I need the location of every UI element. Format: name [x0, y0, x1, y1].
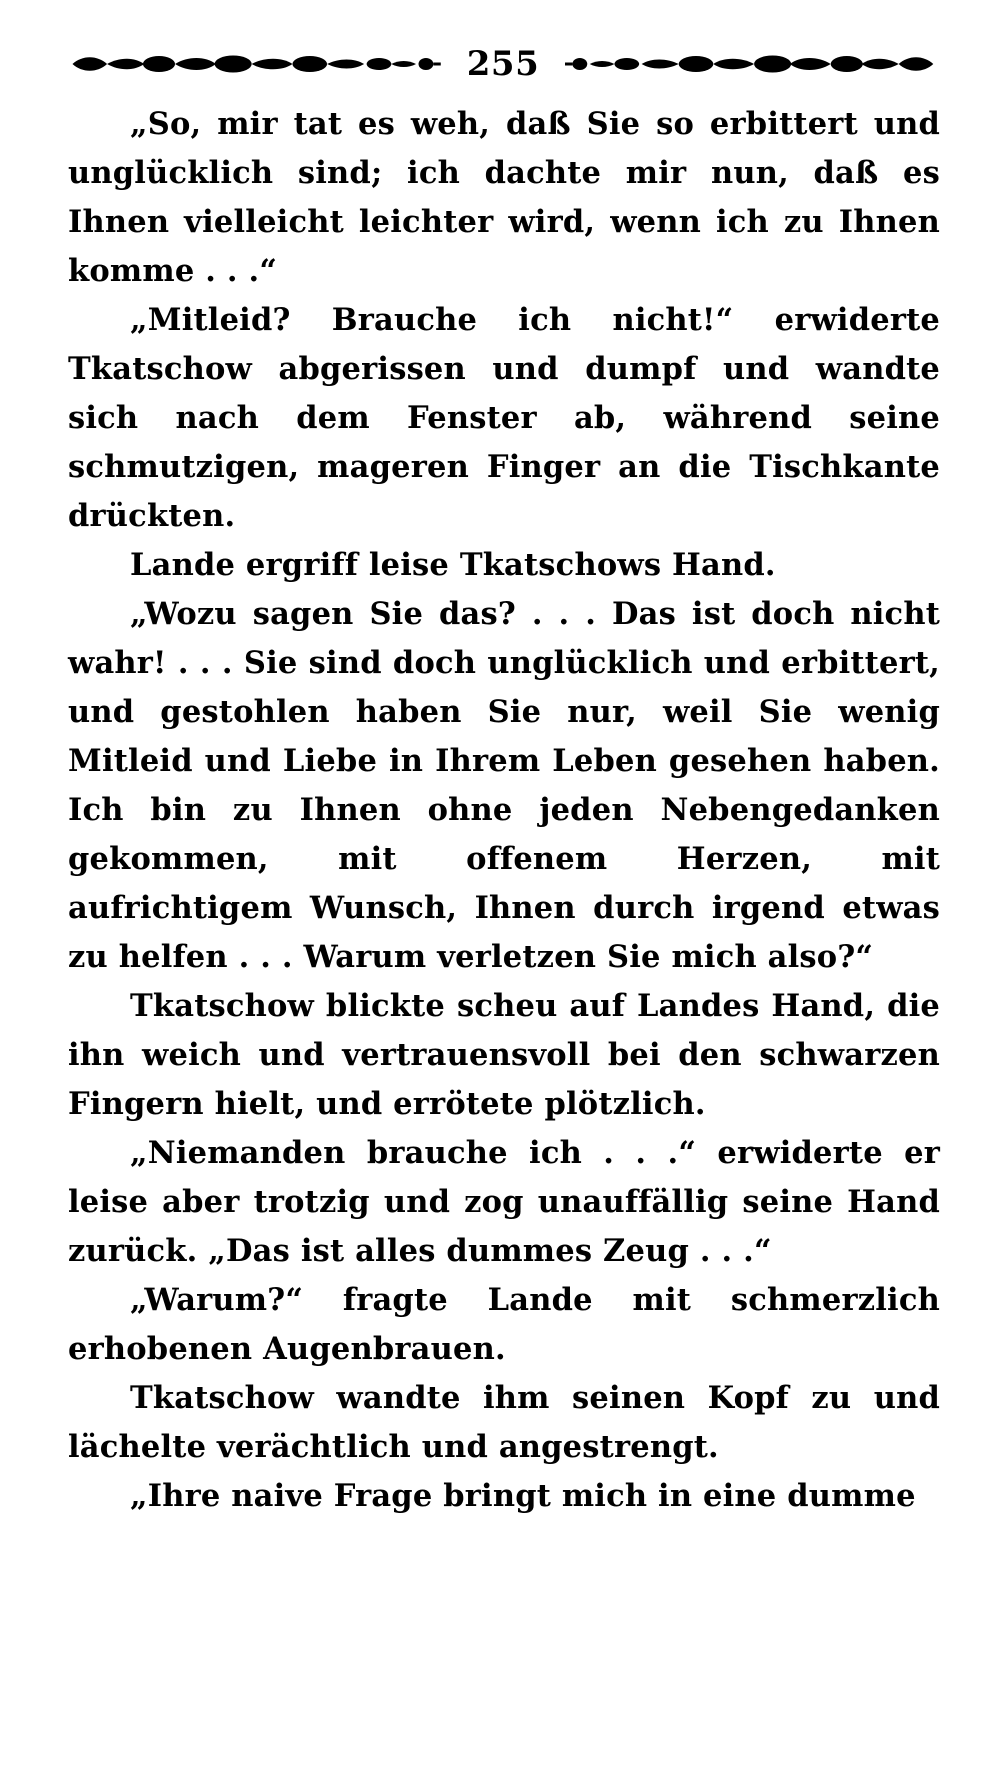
floral-rule-ornament-right: [565, 51, 936, 77]
paragraph: „So, mir tat es weh, daß Sie so erbittert und unglücklich sind; ich dachte mir nun, daß es Ihnen vielleicht leichter wird, wenn ich zu Ihnen komme . . .“: [68, 106, 940, 289]
page-body: [68, 100, 940, 1521]
page-number: 255: [466, 44, 540, 84]
page-header: [70, 42, 936, 86]
paragraph: „Ihre naive Frage bringt mich in eine dumme: [130, 1478, 916, 1514]
floral-rule-ornament-left: [70, 51, 441, 77]
paragraph: „Niemanden brauche ich . . .“ erwiderte er leise aber trotzig und zog unauffällig seine Hand zurück. „Das ist alles dummes Zeug . . .“: [68, 1135, 940, 1269]
paragraph: „Warum?“ fragte Lande mit schmerzlich erhobenen Augenbrauen.: [68, 1282, 940, 1367]
paragraph: „Wozu sagen Sie das? . . . Das ist doch nicht wahr! . . . Sie sind doch unglücklich und erbittert, und gestohlen haben Sie nur, weil Sie wenig Mitleid und Liebe in Ihrem Leben gesehen haben. Ich bin zu Ihnen ohne jeden Nebengedanken gekommen, mit offenem Herzen, mit aufrichtigem Wunsch, Ihnen durch irgend etwas zu helfen . . . Warum verletzen Sie mich also?“: [68, 596, 940, 975]
paragraph: Tkatschow wandte ihm seinen Kopf zu und lächelte verächtlich und angestrengt.: [68, 1380, 940, 1465]
paragraph: Tkatschow blickte scheu auf Landes Hand, die ihn weich und vertrauensvoll bei den schwarzen Fingern hielt, und errötete plötzlich.: [68, 988, 940, 1122]
paragraph: „Mitleid? Brauche ich nicht!“ erwiderte Tkatschow abgerissen und dumpf und wandte sich nach dem Fenster ab, während seine schmutzigen, mageren Finger an die Tischkante drückten.: [68, 302, 940, 534]
paragraph: Lande ergriff leise Tkatschows Hand.: [130, 547, 776, 583]
